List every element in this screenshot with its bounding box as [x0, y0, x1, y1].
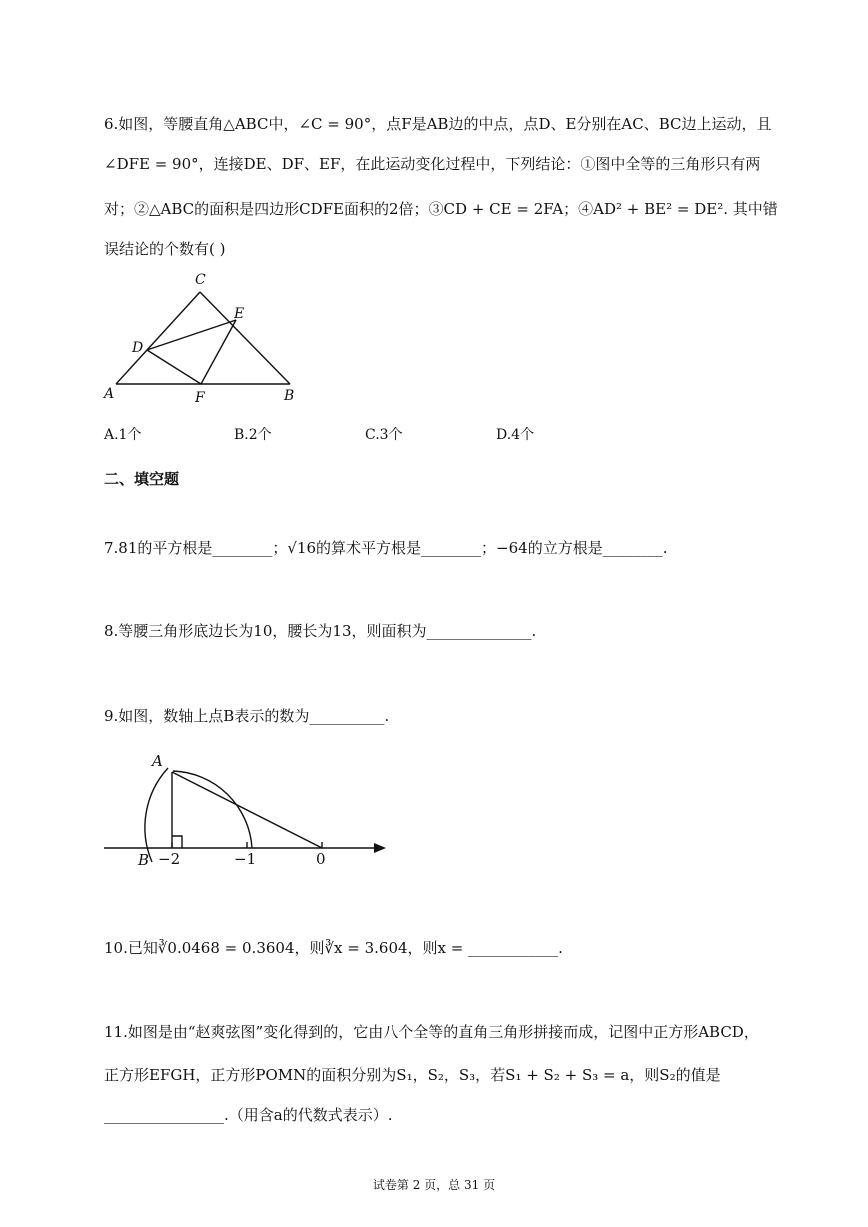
- q10-text: 10.已知∛0.0468 = 0.3604，则∛x = 3.604，则x = ____________.: [104, 939, 563, 957]
- q9-text: 9.如图，数轴上点B表示的数为__________.: [104, 707, 390, 725]
- q6-line-2: ∠DFE = 90°，连接DE、DF、EF，在此运动变化过程中，下列结论：①图中全等的三角形只有两: [104, 155, 761, 173]
- label-B: B: [284, 388, 295, 404]
- label-minus-2: −2: [158, 850, 181, 868]
- arc-centered-minus-1: [173, 771, 252, 848]
- q6-line-3: 对；②△ABC的面积是四边形CDFE面积的2倍；③CD + CE = 2FA；④AD² + BE² = DE². 其中错: [104, 200, 778, 218]
- q6-choice-a: A.1个: [104, 427, 142, 443]
- label-E: E: [234, 306, 245, 322]
- label-zero: 0: [316, 850, 326, 868]
- axis-arrow: [374, 843, 386, 853]
- q11-line-3: ________________.（用含a的代数式表示）.: [104, 1106, 393, 1124]
- side-AC: [116, 292, 200, 384]
- segment-hypotenuse: [172, 772, 322, 848]
- q6-line-4: 误结论的个数有( ): [104, 240, 226, 258]
- q6-line-1: 6.如图，等腰直角△ABC中，∠C = 90°，点F是AB边的中点，点D、E分别在AC、BC边上运动，且: [104, 115, 772, 133]
- label-D: D: [132, 340, 144, 356]
- page-footer: 试卷第 2 页，总 31 页: [372, 1178, 496, 1192]
- q11-line-1: 11.如图是由“赵爽弦图”变化得到的，它由八个全等的直角三角形拼接而成，记图中正方形ABCD，: [104, 1023, 759, 1041]
- right-angle-mark: [172, 836, 182, 848]
- label-A: A: [104, 386, 115, 402]
- q6-triangle-figure: [95, 262, 315, 407]
- q6-choice-b: B.2个: [234, 427, 272, 443]
- q7-text: 7.81的平方根是________；√16的算术平方根是________；−64的立方根是________.: [104, 539, 668, 557]
- side-CB: [200, 292, 290, 384]
- q6-choice-c: C.3个: [365, 427, 403, 443]
- label-B: B: [138, 851, 150, 869]
- label-C: C: [195, 272, 206, 288]
- label-F: F: [195, 390, 205, 406]
- q11-line-2: 正方形EFGH，正方形POMN的面积分别为S₁，S₂，S₃，若S₁ + S₂ + S₃ = a，则S₂的值是: [104, 1066, 721, 1084]
- label-A: A: [152, 752, 163, 770]
- label-minus-1: −1: [234, 850, 257, 868]
- q9-number-line-figure: [100, 744, 392, 872]
- q6-choice-d: D.4个: [496, 427, 535, 443]
- segment-DF: [147, 350, 201, 384]
- section-heading-fill-in: 二、填空题: [104, 470, 180, 488]
- q8-text: 8.等腰三角形底边长为10，腰长为13，则面积为______________.: [104, 622, 537, 640]
